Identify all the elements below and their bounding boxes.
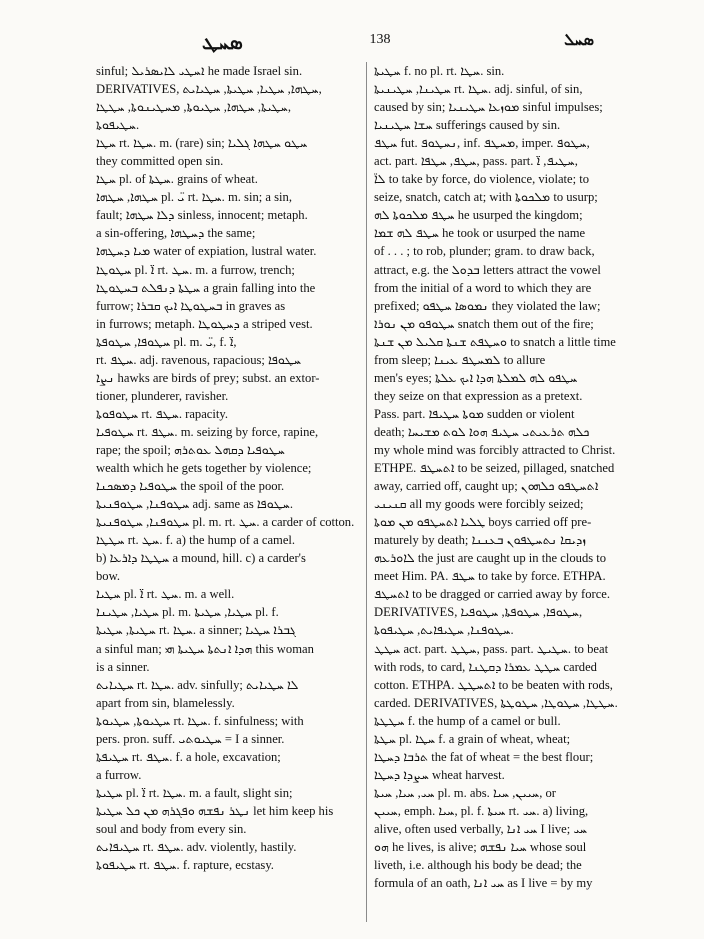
text-line: ܚܛܘܦܝܐ ܕܡܣܟܢܐ the spoil of the poor. xyxy=(96,479,285,494)
text-line: ܚܛܝܬܐ f. no pl. rt. ܚܛܐ. sin. xyxy=(374,64,505,78)
text-line: formula of an oath, ܚܝ ܐܢܐ as I live = by my xyxy=(374,876,593,891)
text-line: away, carried off, caught up; ܐܬܚܛܦܘ ܟܠܗܘܢ xyxy=(374,479,599,494)
text-line: ܘܚܛܦܬ ܫܢܬܐ ܩܠܝܠ ܡܢ ܫܢܬܐ to snatch a little time xyxy=(374,334,616,349)
text-line: sinful; ܐܚܛܝ ܠܐܝܣܪܝܠ he made Israel sin. xyxy=(96,64,303,78)
text-line: ܚܛܝܦܐܝܬ rt. ܚܛܦ. adv. violently, hastily. xyxy=(96,840,297,855)
text-line: ܚܛܬܐ ܕܢܦܠܬ ܒܚܛܘܛܐ a grain falling into the xyxy=(96,280,316,295)
text-line: attract, e.g. the ܒܕܘܠ letters attract the vowel xyxy=(374,262,601,277)
text-line: a sin-offering, ܕܚܛܗܐ the same; xyxy=(96,226,256,241)
text-line: ܚܛܦ ܠܗ ܫܡܐ he took or usurped the name xyxy=(374,226,586,241)
text-line: ܚܛܘܦܢܐ, ܚܛܝܦܐܝܬ, ܚܛܝܦܘܬܐ. xyxy=(374,623,514,638)
text-line: ܚܛܘܦܝܐ rt. ܚܛܦ. m. seizing by force, rapine, xyxy=(96,424,319,439)
text-line: ܚܝܝܢ, emph. ܚܝܐ, pl. f. ܚܝܬܐ rt. ܚܝ. a) living, xyxy=(374,803,589,818)
text-line: is a sinner. xyxy=(96,659,150,674)
text-line: ܚܛܝܬܐ pl. ܐ̈ rt. ܚܛܐ. m. a fault, slight sin; xyxy=(96,785,293,800)
text-line: ܚܛܦ ܡܠܟܘܬܐ ܠܗ he usurped the kingdom; xyxy=(374,208,583,223)
text-line: a furrow. xyxy=(96,767,142,782)
text-line: liveth, i.e. although his body be dead; the xyxy=(374,858,582,873)
text-line: rt. ܚܛܦ. adj. ravenous, rapacious; ܚܛܘܦܐ xyxy=(96,352,302,367)
text-line: ܡܝܐ ܕܚܛܗܐ water of expiation, lustral water. xyxy=(96,244,317,259)
text-line: ܬܪܒܐ ܕܚܛܐ the fat of wheat = the best flour; xyxy=(374,749,594,764)
page-header xyxy=(96,30,664,56)
text-line: ܚܛܘܦܢܐ, ܚܛܘܦܢܝܬܐ pl. m. rt. ܚܛ. a carder of cotton. xyxy=(96,515,355,530)
text-line: ܐܬܚܛܦ to be dragged or carried away by force. xyxy=(374,587,611,602)
text-line: cotton. ETHPA. ܐܬܚܛܛ to be beaten with rods, xyxy=(374,677,613,692)
text-line: tioner, plunderer, ravisher. xyxy=(96,388,229,403)
text-line: with rods, to card, ܚܛܛ ܥܡܪܐ ܕܩܛܢܐ carded xyxy=(374,659,597,674)
text-line: ܠܐ̈ to take by force, do violence, violate; to xyxy=(374,172,590,187)
text-line: ܢܛܪ ܢܦܫܗ ܘܦܓܪܗ ܡܢ ܟܠ ܚܛܝܬܐ let him keep his xyxy=(96,803,334,818)
column-divider xyxy=(366,62,367,922)
text-line: ܚܝ, ܚܝܐ, ܚܝܬܐ pl. m. abs. ܚܝܝܢ, ܚܝܐ, or xyxy=(374,785,556,800)
text-line: meet Him. PA. ܚܛܦ to take by force. ETHPA. xyxy=(374,569,606,584)
text-line: alive, often used verbally, ܚܝ ܐܢܐ I live; ܚܝ xyxy=(374,821,588,836)
text-line: ܚܨܕܐ ܕܚܛܐ wheat harvest. xyxy=(374,767,505,782)
text-line: ܚܛܬܐ pl. ܚܛܐ f. a grain of wheat, wheat; xyxy=(374,731,571,746)
text-line: ܚܛܘܦܘ ܡܢ ܢܘܪܐ snatch them out of the fire; xyxy=(374,316,594,331)
text-line: ܚܛܛ act. part. ܚܛܛ, pass. part. ܚܛܝܛ. to beat xyxy=(374,641,609,656)
text-line: ܢܨܐ hawks are birds of prey; subst. an extor- xyxy=(96,370,320,385)
text-line: ܠܐܘܪܥܗ the just are caught up in the clouds to xyxy=(374,551,607,566)
text-line: ܚܛܝܐ pl. ܐ̈ rt. ܚܛ. m. a well. xyxy=(96,587,235,602)
text-line: bow. xyxy=(96,569,121,584)
text-line: ܚܛܘܦܘܬܐ rt. ܚܛܦ. rapacity. xyxy=(96,406,229,421)
left-column xyxy=(96,62,358,922)
text-line: DERIVATIVES, ܚܛܗܐ, ܚܛܝܐ, ܚܛܝܬܐ, ܚܛܝܐܝܬ, xyxy=(96,82,322,97)
text-line: ܚܛܝܐܝܬ rt. ܚܛܐ. adv. sinfully; ܠܐ ܚܛܝܐܝܬ xyxy=(96,677,299,692)
text-line: ܚܛܝܬܐ, ܚܛܗܐ, ܚܛܝܘܬܐ, ܡܚܛܝܢܘܬܐ, ܚܛܛܐ, xyxy=(96,100,291,115)
text-line: ܚܛܘܦܢܐ, ܚܛܘܦܢܝܬܐ adj. same as ܚܛܘܦܐ. xyxy=(96,497,294,512)
right-column xyxy=(374,62,664,922)
text-line: ܚܛܝܬܐ, ܚܛܝܬܐ rt. ܚܛܐ. a sinner; ܓܒܪܐ ܚܛܝܐ xyxy=(96,623,296,638)
text-line: ܚܛܝܐ, ܚܛܝܢܐ pl. m. ܚܛܝܐ, ܚܛܝܬܐ pl. f. xyxy=(96,605,279,620)
text-line: furrow; ܒܚܛܘܛܐ ܐܝܟ ܩܒܪܐ in graves as xyxy=(96,298,286,313)
text-line: apart from sin, blamelessly. xyxy=(96,695,235,710)
text-line: ܚܛܛܬܐ f. the hump of a camel or bull. xyxy=(374,713,561,728)
text-line: from the initial of a word to which they are xyxy=(374,280,592,295)
text-line: DERIVATIVES, ܚܛܘܦܐ, ܚܛܘܦܬܐ, ܚܛܘܦܝܐ, xyxy=(374,605,583,620)
text-line: fault; ܕܠܐ ܚܛܗܐ sinless, innocent; metaph. xyxy=(96,208,308,223)
text-line: ܚܛܝܢܐ, ܚܛܝܢܝܬܐ rt. ܚܛܐ. adj. sinful, of sin, xyxy=(374,82,583,97)
header-left-word: ܣܚܛ xyxy=(202,30,243,54)
text-line: ܚܛܘܦܐ, ܚܛܘܦܬܐ pl. m. ܝ̈, f. ܐ̈, xyxy=(96,334,237,349)
text-line: ܚܛܐ pl. of ܚܛܬܐ. grains of wheat. xyxy=(96,172,258,187)
text-line: they committed open sin. xyxy=(96,154,224,169)
text-line: maturely by death; ܙܕܝܩܐ ܢܬܚܛܦܘܢ ܒܥܢܢܐ xyxy=(374,533,587,548)
text-line: from sleep; ܠܡܚܛܦ ܥܝܢܐ to allure xyxy=(374,352,546,367)
page-number: 138 xyxy=(369,32,391,47)
text-line: ܚܛܘܛܐ pl. ܐ̈ rt. ܚܛ. m. a furrow, trench; xyxy=(96,262,295,277)
text-line: ܚܛܐ rt. ܚܛܐ. m. (rare) sin; ܚܛܘ ܚܛܗܐ ܓܠܝܐ xyxy=(96,136,308,151)
text-line: wealth which he gets together by violence; xyxy=(96,461,312,476)
text-line: seize, snatch, catch at; with ܡܠܟܘܬܐ to usurp; xyxy=(374,190,598,205)
text-line: Pass. part. ܡܘܬܐ ܚܛܝܦܐ sudden or violent xyxy=(374,406,575,421)
text-line: my whole mind was forcibly attracted to Christ. xyxy=(374,442,616,457)
text-line: men's eyes; ܚܛܦܘ ܠܗ ܠܡܠܬܐ ܗܕܐ ܐܝܟ ܥܠܬܐ xyxy=(374,370,578,385)
text-line: ܚܛܛܐ rt. ܚܛ. f. a) the hump of a camel. xyxy=(96,533,296,548)
text-line: pers. pron. suff. ܚܛܝܘܬܝ = I a sinner. xyxy=(96,731,285,746)
text-line: b) ܚܛܛܐ ܕܐܪܥܐ a mound, hill. c) a carder's xyxy=(96,551,306,566)
text-line: ܚܛܝܦܬܐ rt. ܚܛܦ. f. a hole, excavation; xyxy=(96,749,281,764)
text-line: soul and body from every sin. xyxy=(96,821,247,836)
text-line: ܗܘ he lives, is alive; ܚܝܐ ܢܦܫܗ whose soul xyxy=(374,840,587,855)
text-line: ܚܫܐ ܚܛܝܢܝܐ sufferings caused by sin. xyxy=(374,118,561,133)
text-line: rape; the spoil; ܚܛܘܦܝܐ ܕܩܗܠ ܥܘܬܪܗ xyxy=(96,442,285,457)
text-line: ܛܠܝܐ ܐܬܚܛܦܘ ܡܢ ܡܘܬܐ boys carried off pre- xyxy=(374,515,592,530)
text-line: ܚܛܝܦܘܬܐ rt. ܚܛܦ. f. rapture, ecstasy. xyxy=(96,858,274,873)
text-line: ܚܛܝܦܘܬܐ. xyxy=(96,118,140,133)
text-line: ܚܛܗܐ, ܚܛܗܐ pl. ܝ̈ rt. ܚܛܐ. m. sin; a sin, xyxy=(96,190,292,205)
text-line: death; ܟܠܗ ܬܪܥܝܬܝ ܚܛܝܦ ܗܘܐ ܠܘܬ ܡܫܝܚܐ xyxy=(374,424,590,439)
text-line: ܩܢܝܢܝ all my goods were forcibly seized; xyxy=(374,497,584,512)
text-line: in furrows; metaph. ܕܚܛܘܛܐ a striped vest. xyxy=(96,316,313,331)
text-line: of . . . ; to rob, plunder; gram. to draw back, xyxy=(374,244,595,259)
header-right-word: ܣܚܠ xyxy=(564,30,594,49)
text-line: caused by sin; ܡܘܙܥܐ ܚܛܝܢܝܐ sinful impulses; xyxy=(374,100,603,115)
text-line: ܚܛܝܘܬܐ, ܚܛܝܘܬܐ rt. ܚܛܐ. f. sinfulness; with xyxy=(96,713,304,728)
text-line: a sinful man; ܗܕܐ ܐܢܬܬܐ ܚܛܝܬܐ ܗܝ this woman xyxy=(96,641,314,656)
text-line: carded. DERIVATIVES, ܚܛܛܐ, ܚܛܘܛܐ, ܚܛܘܛܬܐ. xyxy=(374,695,618,710)
text-line: they seize on that expression as a pretext. xyxy=(374,388,583,403)
text-line: ܚܛܦ fut. ܢܚܛܘܦ, inf. ܡܚܛܦ, imper. ܚܛܘܦ, xyxy=(374,136,590,151)
text-line: ETHPE. ܐܬܚܛܦ to be seized, pillaged, snatched xyxy=(374,461,615,476)
text-line: act. part. ܚܛܦ, ܚܛܦܐ, pass. part. ܚܛܝܦ, ܐ̈, xyxy=(374,154,578,169)
text-line: prefixed; ܢܡܘܣܐ ܚܛܦܘ they violated the law; xyxy=(374,298,601,313)
